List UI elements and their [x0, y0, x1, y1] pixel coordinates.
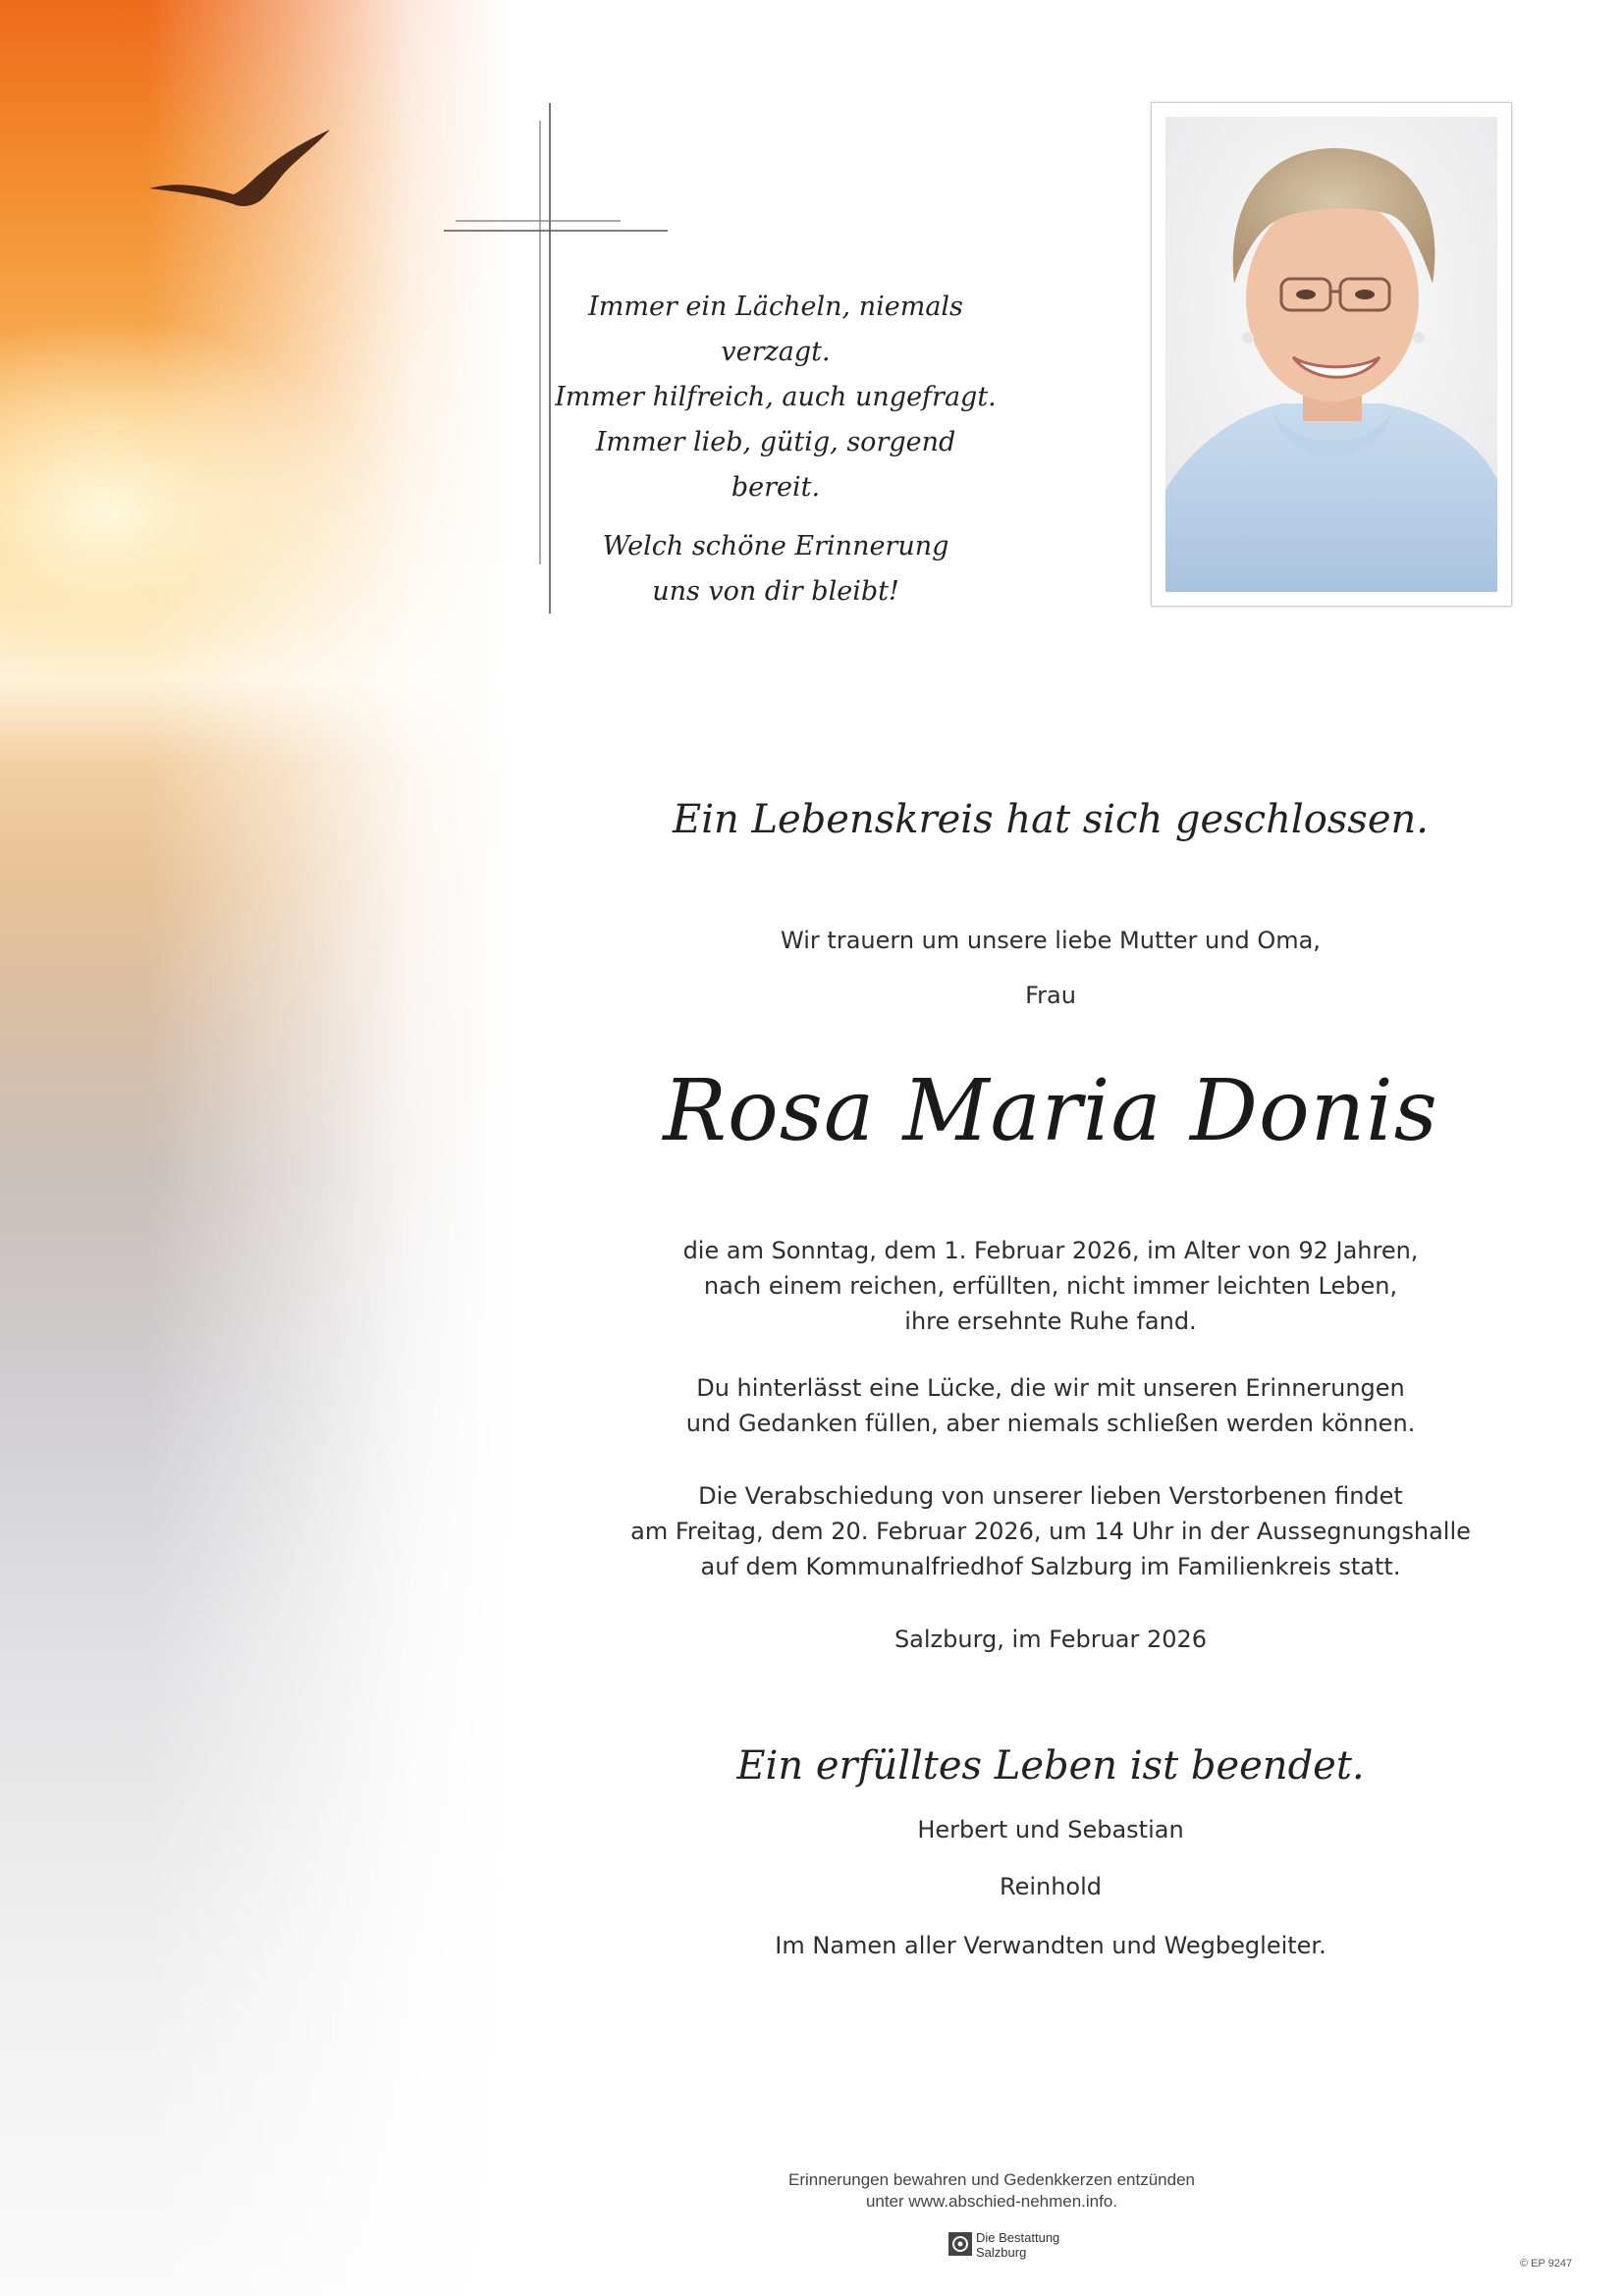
- verse-line: Immer lieb, gütig, sorgend bereit.: [595, 427, 956, 503]
- verse-line: Immer hilfreich, auch ungefragt.: [555, 382, 997, 412]
- mourner-line: Im Namen aller Verwandten und Wegbegleiter.: [775, 1932, 1326, 1959]
- portrait-photo: [1165, 117, 1497, 592]
- mourner-line: Herbert und Sebastian: [917, 1816, 1184, 1843]
- verse-line: Welch schöne Erinnerung: [602, 531, 949, 561]
- memory-line: Du hinterlässt eine Lücke, die wir mit unseren Erinnerungen: [696, 1374, 1405, 1402]
- logo-line: Salzburg: [976, 2245, 1027, 2260]
- death-notice-line: ihre ersehnte Ruhe fand.: [904, 1308, 1197, 1335]
- farewell-line: Die Verabschiedung von unserer lieben Verstorbenen findet: [698, 1482, 1403, 1510]
- memorial-verse: [550, 285, 1001, 614]
- footer-note: [687, 2169, 1296, 2213]
- death-notice-line: die am Sonntag, dem 1. Februar 2026, im Alter von 92 Jahren,: [682, 1237, 1419, 1264]
- mourner-line: Reinhold: [999, 1873, 1103, 1900]
- farewell-line: auf dem Kommunalfriedhof Salzburg im Familienkreis statt.: [700, 1553, 1401, 1580]
- bestattung-logo: [948, 2230, 1086, 2262]
- verse-line: uns von dir bleibt!: [652, 576, 899, 607]
- logo-text: [976, 2230, 1059, 2260]
- memory-text: [550, 1370, 1551, 1441]
- portrait-frame: [1151, 102, 1512, 607]
- footer-line: unter www.abschied-nehmen.info.: [865, 2192, 1118, 2211]
- bestattung-logo-icon: [948, 2232, 972, 2256]
- verse-line: Immer ein Lächeln, niemals verzagt.: [588, 292, 963, 367]
- memory-line: und Gedanken füllen, aber niemals schließen werden können.: [685, 1410, 1416, 1437]
- place-date: Salzburg, im Februar 2026: [893, 1626, 1208, 1653]
- farewell-details: [550, 1478, 1551, 1584]
- closing-heading: Ein erfülltes Leben ist beendet.: [736, 1743, 1365, 1789]
- footer-line: Erinnerungen bewahren und Gedenkkerzen entzünden: [788, 2170, 1195, 2189]
- death-notice-line: nach einem reichen, erfüllten, nicht immer leichten Leben,: [703, 1272, 1398, 1300]
- death-notice: [550, 1233, 1551, 1339]
- logo-line: Die Bestattung: [976, 2230, 1060, 2245]
- deceased-name: Rosa Maria Donis: [663, 1062, 1438, 1160]
- heading: Ein Lebenskreis hat sich geschlossen.: [673, 797, 1429, 842]
- farewell-line: am Freitag, dem 20. Februar 2026, um 14 Uhr in der Aussegnungshalle: [630, 1518, 1471, 1545]
- bird-silhouette-icon: [147, 128, 334, 216]
- product-code: © EP 9247: [1520, 2258, 1573, 2269]
- intro-line: Wir trauern um unsere liebe Mutter und Oma,: [781, 927, 1321, 954]
- salutation: Frau: [1025, 982, 1076, 1009]
